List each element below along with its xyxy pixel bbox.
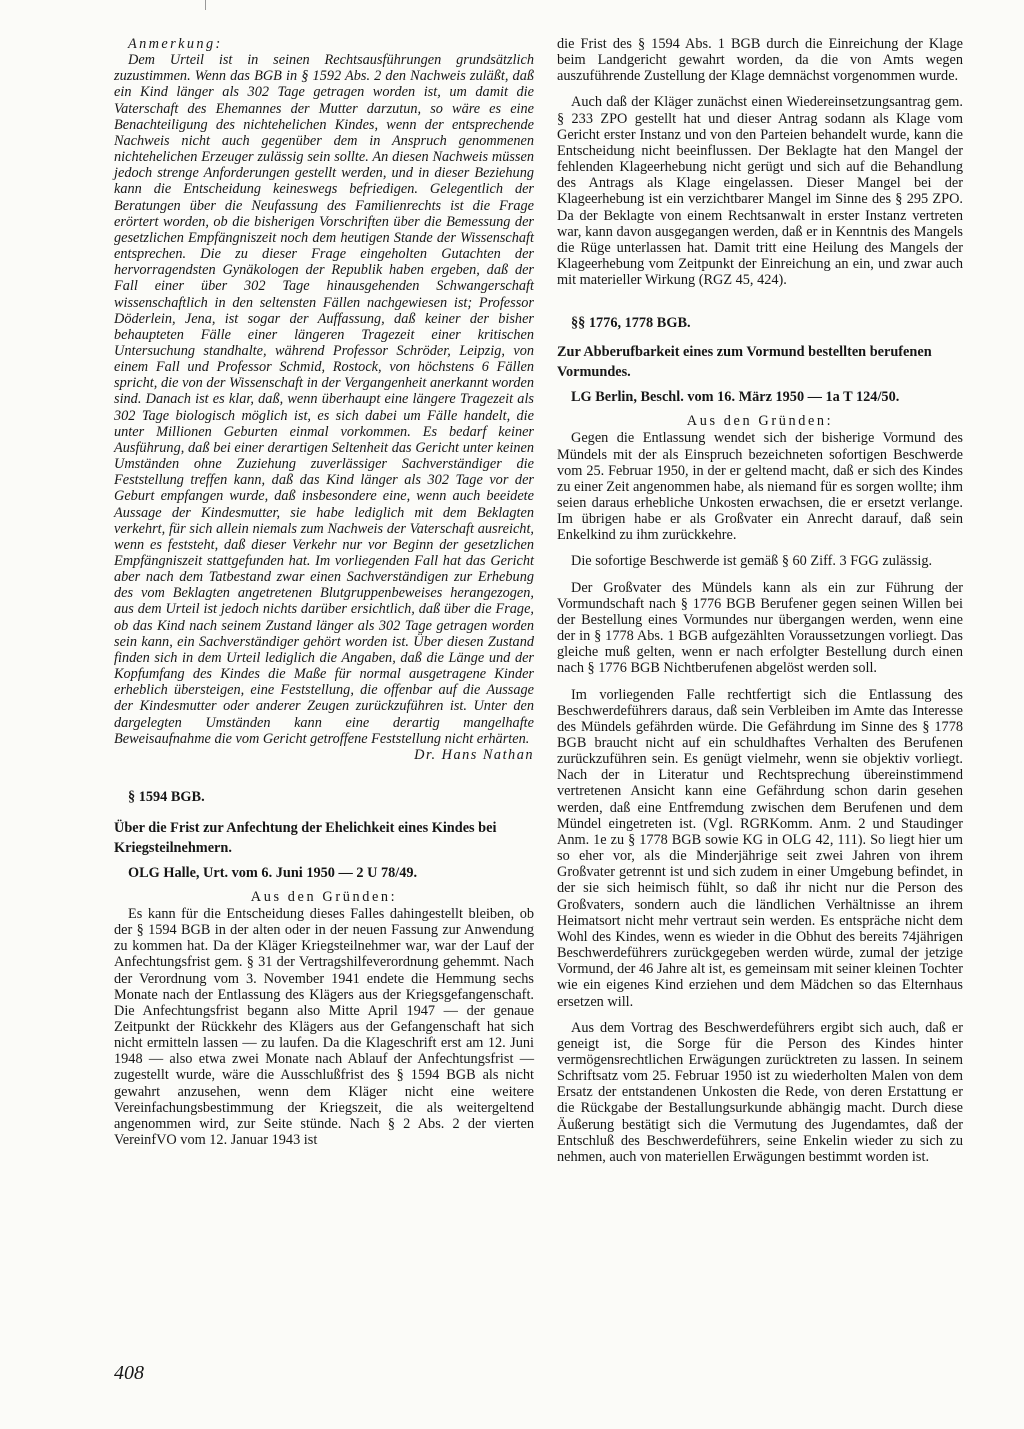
page-number: 408 (114, 1362, 144, 1384)
left-column (114, 36, 534, 1148)
body-paragraph: Der Großvater des Mündels kann als ein zur Führung der Vormundschaft nach § 1776 BGB Berufener gegen seinen Willen bei der Bestellung eines Vormundes nur übergangen werden, wenn eine der in § 1778 Abs. 1 BGB aufgezählten Voraussetzungen vorliegt. Das gleiche muß gelten, wenn er nach erfolgter Bestellung durch einen nach § 1776 BGB Nichtberufenen abgelöst werden soll. (557, 579, 963, 677)
case-title: Über die Frist zur Anfechtung der Ehelichkeit eines Kindes bei Kriegsteilnehmern. (114, 819, 497, 856)
court-citation: OLG Halle, Urt. vom 6. Juni 1950 — 2 U 78/49. (128, 864, 418, 881)
body-paragraph: Die sofortige Beschwerde ist gemäß § 60 Ziff. 3 FGG zulässig. (571, 553, 933, 570)
anmerkung-text: Dem Urteil ist in seinen Rechtsausführungen grundsätzlich zuzustimmen. Wenn das BGB in § 1592 Abs. 2 den Nachweis zuläßt, daß ein Kind länger als 302 Tage getragen worden ist, um damit die Vaterschaft des Ehemannes der Mutter darzutun, so wäre es eine Benachteiligung des nichtehelichen Kindes, wenn der entsprechende Nachweis nicht auch gegenüber dem in Anspruch genommenen nichtehelichen Erzeuger zulässig sein sollte. An diesen Nachweis müssen jedoch strenge Anforderungen gestellt werden, und in dieser Beziehung kann die Entscheidung keineswegs befriedigen. Gelegentlich der Beratungen über die Neufassung des Familienrechts ist die Frage erörtert worden, ob die bisherigen Vorschriften über die Bemessung der gesetzlichen Empfängniszeit noch dem heutigen Stande der Wissenschaft entsprechen. Die zu dieser Frage eingeholten Gutachten der hervorragendsten Gynäkologen der Republik haben ergeben, daß der Fall einer über 302 Tage hinausgehenden Schwangerschaft wissenschaftlich in den seltensten Fällen nachgewiesen ist; Professor Döderlein, Jena, ist sogar der Auffassung, daß keiner der bisher behaupteten Fälle einer längeren Tragezeit einer kritischen Untersuchung standhalte, während Professor Schröder, Leipzig, von einem Fall und Professor Schmid, Rostock, von höchstens 6 Fällen spricht, die von der Wissenschaft in der Vergangenheit anerkannt worden sind. Danach ist es klar, daß, wenn überhaupt eine längere Tragezeit als 302 Tage biologisch möglich ist, es sich dabei um Fälle handelt, die unter Millionen Geburten einmal vorkommen. Es bedarf keiner Ausführung, daß bei einer derartigen Seltenheit das Gericht unter keinen Umständen ohne Zuziehung zuverlässiger Sachverständiger die Feststellung treffen kann, daß das Kind länger als 302 Tage vor der Geburt empfangen wurde, daß insbesondere eine, wenn auch beeidete Aussage der Kindesmutter, sie habe lediglich mit dem Beklagten verkehrt, für sich allein niemals zum Nachweis der Vaterschaft ausreicht, wenn es feststeht, daß dieser Verkehr nur vor Beginn der gesetzlichen Empfängniszeit stattgefunden hat. Im vorliegenden Fall hat das Gericht aber nach dem Tatbestand zwar einen Sachverständigen zur Erhebung des vom Beklagten angetretenen Blutgruppenbeweises herangezogen, aus dem Urteil ist jedoch nichts darüber ersichtlich, daß über die Frage, ob das Kind nach seinem Zustand länger als 302 Tage getragen worden sein kann, ein Sachverständiger gehört worden ist. Über diesen Zustand finden sich in dem Urteil lediglich die Angaben, daß die Länge und der Kopfumfang des Kindes die Maße für normal ausgetragene Kinder erheblich übersteigen, eine Feststellung, die offenbar auf die Aussage der Kindesmutter oder anderer Zeugen zurückzuführen ist. Unter den dargelegten Umständen kann eine derartig mangelhafte Beweisaufnahme die vom Gericht getroffene Feststellung nicht erhärten. (114, 52, 534, 747)
section-heading: § 1594 BGB. (128, 788, 205, 805)
section-heading: §§ 1776, 1778 BGB. (571, 315, 691, 332)
author-signature: Dr. Hans Nathan (414, 746, 534, 763)
scan-mark (205, 0, 206, 10)
right-column (557, 36, 963, 1165)
body-paragraph: die Frist des § 1594 Abs. 1 BGB durch die Einreichung der Klage beim Landgericht gewahrt worden, da die von Amts wegen auszuführende Zustellung der Klage demnächst vorgenommen wurde. (557, 36, 963, 85)
body-paragraph: Es kann für die Entscheidung dieses Falles dahingestellt bleiben, ob der § 1594 BGB in der alten oder in der neuen Fassung zur Anwendung zu kommen hat. Da der Kläger Kriegsteilnehmer war, war der Lauf der Anfechtungsfrist gem. § 31 der Vertragshilfeverordnung gehemmt. Nach der Verordnung vom 3. November 1941 endete die Hemmung sechs Monate nach der Entlassung des Klägers aus der Kriegsgefangenschaft. Die Anfechtungsfrist begann also Mitte April 1947 — der genaue Zeitpunkt der Rückkehr des Klägers aus der Gefangenschaft hat sich nicht ermitteln lassen — zu laufen. Da die Klageschrift erst am 12. Juni 1948 — also etwa zwei Monate nach Ablauf der Anfechtungsfrist — zugestellt wurde, wäre die Ausschlußfrist des § 1594 BGB als nicht gewahrt anzusehen, wenn dem Kläger nicht eine weitere Vereinfachungsbestimmung der Kriegszeit, die als weitergeltend angenommen wird, zur Seite stünde. Nach § 2 Abs. 2 der vierten VereinfVO vom 12. Januar 1943 ist (114, 905, 534, 1149)
case-title: Zur Abberufbarkeit eines zum Vormund bestellten berufenen Vormundes. (557, 344, 932, 381)
body-paragraph: Im vorliegenden Falle rechtfertigt sich die Entlassung des Beschwerdeführers daraus, daß sein Verbleiben im Amte das Interesse des Mündels gefährden würde. Die Gefährdung im Sinne des § 1778 BGB braucht nicht auf ein schuldhaftes Verhalten des Berufenen zurückzuführen sein. Es genügt vielmehr, wenn sie objektiv vorliegt. Nach der in Literatur und Rechtsprechung übereinstimmend vertretenen Ansicht kann eine Gefährdung schon darin gesehen werden, daß eine Entfremdung zwischen dem Berufenen und dem Mündel eingetreten ist. (Vgl. RGRKomm. Anm. 2 und Staudinger Anm. 1e zu § 1778 BGB sowie KG in OLG 42, 111). So liegt hier um so eher vor, als die Minderjährige seit zwei Jahren von ihrem Großvater getrennt ist und sich zudem in einer Umgebung befindet, in der sie sich heimisch fühlt, so daß ihr nicht nur die Person des Großvaters, sondern auch die ländlichen Verhältnisse an ihrem Heimatsort nicht mehr vertraut sein werden. Es entspräche nicht dem Wohl des Kindes, wenn es wieder in die Obhut des bereits 74jährigen Beschwerdeführers zurückgegeben werden würde, zumal der jetzige Vormund, der 46 Jahre alt ist, es gemeinsam mit seiner kleinen Tochter wie ein eigenes Kind erziehen und dem Mädchen so das Elternhaus ersetzen will. (557, 686, 963, 1010)
reasons-heading: Aus den Gründen: (686, 413, 834, 430)
reasons-heading: Aus den Gründen: (250, 888, 398, 905)
body-paragraph: Auch daß der Kläger zunächst einen Wiedereinsetzungsantrag gem. § 233 ZPO gestellt hat und dieser Antrag sodann als Klage vom Gericht erster Instanz und von den Parteien behandelt wurde, kann die Entscheidung nicht beeinflussen. Der Beklagte hat den Mangel der fehlenden Klageerhebung nicht gerügt und sich auf die Behandlung des Antrags als Klage eingelassen. Dieser Mangel bei der Klageerhebung ist ein verzichtbarer Mangel im Sinne des § 295 ZPO. Da der Beklagte von einem Rechtsanwalt in erster Instanz vertreten war, kann davon ausgegangen werden, daß er in Kenntnis des Mangels die Rüge unterlassen hat. Damit tritt eine Heilung des Mangels der Klageerhebung vom Zeitpunkt der Einreichung an ein, und zwar auch mit materieller Wirkung (RGZ 45, 424). (557, 94, 963, 289)
body-paragraph: Aus dem Vortrag des Beschwerdeführers ergibt sich auch, daß er geneigt ist, die Sorge für die Person des Kindes hinter vermögensrechtlichen Erwägungen zurücktreten zu lassen. In seinem Schriftsatz vom 25. Februar 1950 ist zu wiederholten Malen von dem Ersatz der entstandenen Unkosten die Rede, von deren Erstattung er die Rückgabe der Bestallungsurkunde abhängig macht. Durch diese Äußerung bestätigt sich die Vermutung des Jugendamtes, daß der Entschluß des Beschwerdeführers, seine Enkelin wieder zu sich zu nehmen, auch von materiellen Erwägungen bestimmt worden ist. (557, 1019, 963, 1165)
anmerkung-heading: Anmerkung: (128, 36, 223, 52)
court-citation: LG Berlin, Beschl. vom 16. März 1950 — 1a T 124/50. (571, 389, 900, 406)
body-paragraph: Gegen die Entlassung wendet sich der bisherige Vormund des Mündels mit der als Einspruch bezeichneten sofortigen Beschwerde vom 25. Februar 1950, in der er geltend macht, daß er sich des Kindes zu einer Zeit angenommen habe, als niemand für es sorgen wollte; ihm seien daraus erhebliche Unkosten erwachsen, die er ersetzt verlange. Im übrigen habe er als Großvater ein Anrecht darauf, daß sein Enkelkind zu ihm zurückkehre. (557, 430, 963, 544)
